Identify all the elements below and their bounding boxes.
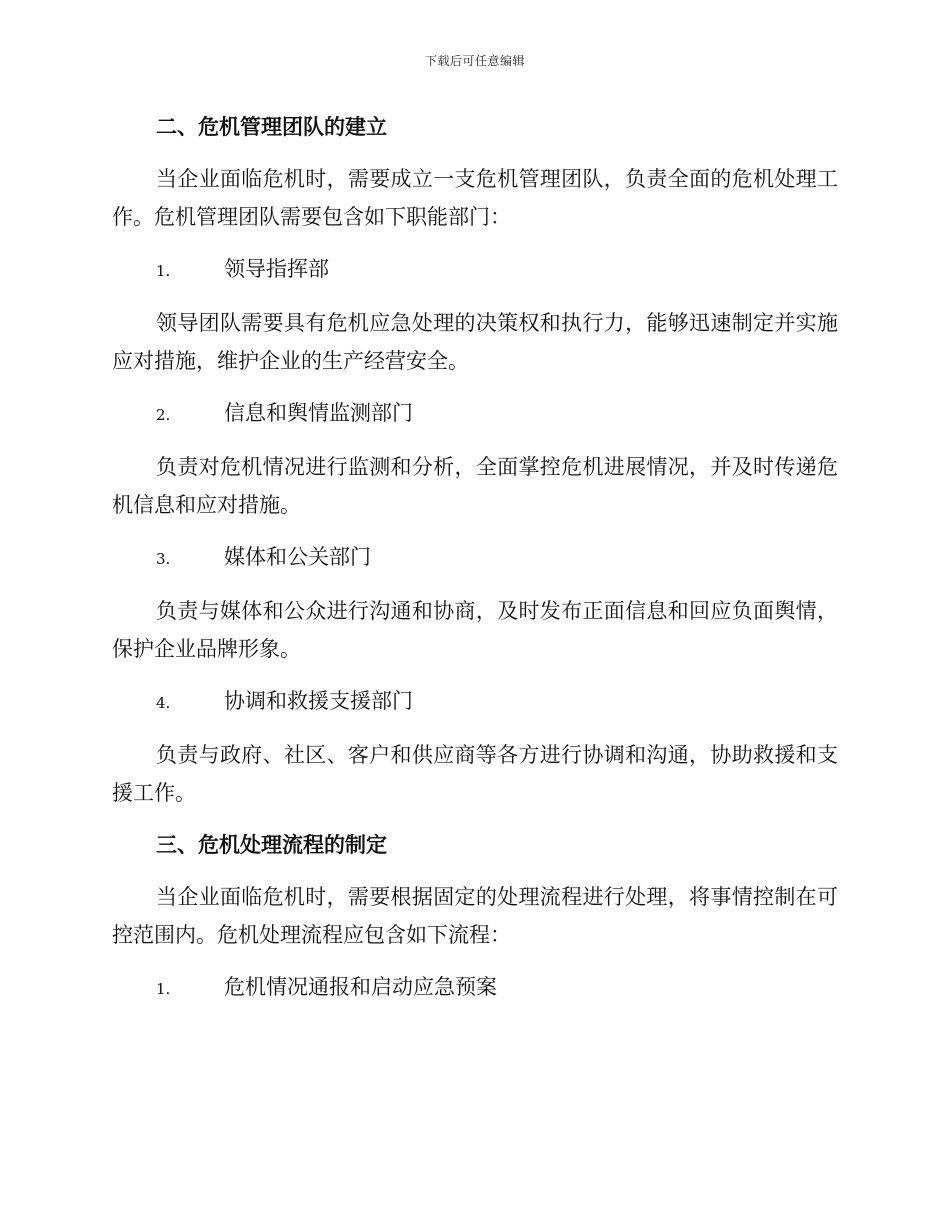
- list-item-label: 媒体和公关部门: [224, 545, 371, 569]
- page-header: 下载后可任意编辑: [424, 54, 525, 68]
- list-item-description: 负责与政府、社区、客户和供应商等各方进行协调和沟通，协助救援和支援工作。: [112, 743, 838, 805]
- list-item: [112, 250, 838, 290]
- list-item-label: 危机情况通报和启动应急预案: [224, 975, 497, 999]
- list-item: [112, 538, 838, 578]
- list-item-label: 领导指挥部: [224, 257, 329, 281]
- list-item-number: 2.: [156, 406, 171, 424]
- list-item: [112, 394, 838, 434]
- section-heading-team: 二、危机管理团队的建立: [156, 115, 387, 139]
- list-item: [112, 968, 838, 1008]
- list-item-number: 4.: [156, 694, 171, 712]
- document-body: [112, 108, 838, 1022]
- list-item-description: 领导团队需要具有危机应急处理的决策权和执行力，能够迅速制定并实施应对措施，维护企业的生产经营安全。: [112, 311, 838, 373]
- list-item-number: 1.: [156, 262, 171, 280]
- list-item: [112, 682, 838, 722]
- list-item-label: 协调和救援支援部门: [224, 689, 413, 713]
- section-intro-team: 当企业面临危机时，需要成立一支危机管理团队，负责全面的危机处理工作。危机管理团队需要包含如下职能部门：: [112, 167, 838, 229]
- list-item-number: 1.: [156, 980, 171, 998]
- list-item-description: 负责与媒体和公众进行沟通和协商，及时发布正面信息和回应负面舆情，保护企业品牌形象。: [112, 599, 838, 661]
- list-item-description: 负责对危机情况进行监测和分析，全面掌控危机进展情况，并及时传递危机信息和应对措施。: [112, 455, 838, 517]
- list-item-label: 信息和舆情监测部门: [224, 401, 413, 425]
- list-item-number: 3.: [156, 550, 171, 568]
- section-heading-process: 三、危机处理流程的制定: [156, 833, 387, 857]
- section-intro-process: 当企业面临危机时，需要根据固定的处理流程进行处理，将事情控制在可控范围内。危机处理流程应包含如下流程：: [112, 885, 838, 947]
